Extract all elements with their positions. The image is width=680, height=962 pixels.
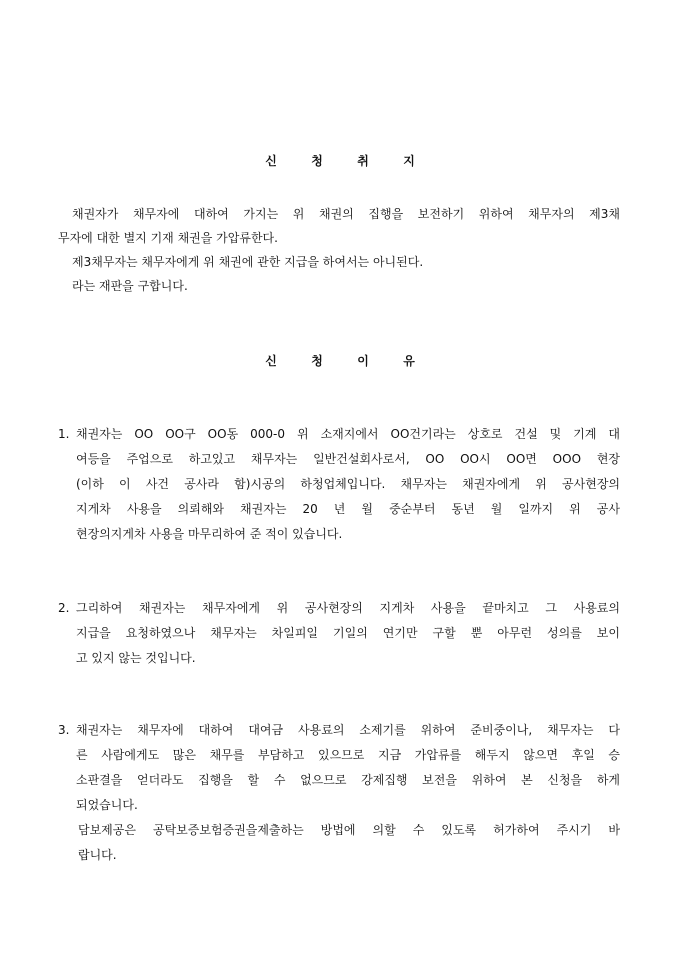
title-char: 유 (403, 354, 415, 368)
title-char: 신 (265, 154, 277, 168)
reason-line: 채권자는 OO OO구 OO동 000-0 위 소재지에서 OO건기라는 상호로 건설 및 기계 대 (76, 427, 620, 441)
purpose-line: 무자에 대한 별지 기재 채권을 가압류한다. (58, 231, 278, 245)
title-char: 청 (311, 154, 323, 168)
title-char: 취 (357, 154, 369, 168)
title-char: 신 (265, 354, 277, 368)
item-number: 1. (58, 427, 70, 441)
reason-line: 여등을 주업으로 하고있고 채무자는 일반건설회사로서, OO OO시 OO면 OOO 현장 (76, 452, 620, 466)
reason-line: 담보제공은 공탁보증보험증권을제출하는 방법에 의할 수 있도록 허가하여 주시기 바 (78, 823, 620, 837)
item-number: 3. (58, 723, 70, 737)
reason-line: 소판결을 얻더라도 집행을 할 수 없으므로 강제집행 보전을 위하여 본 신청을 하게 (76, 773, 620, 787)
purpose-line: 제3채무자는 채무자에게 위 채권에 관한 지급을 하여서는 아니된다. (72, 255, 424, 269)
title-char: 청 (311, 354, 323, 368)
reason-line: 채권자는 채무자에 대하여 대여금 사용료의 소제기를 위하여 준비중이나, 채무자는 다 (76, 723, 620, 737)
reason-line: 고 있지 않는 것입니다. (76, 651, 196, 665)
purpose-line: 채권자가 채무자에 대하여 가지는 위 채권의 집행을 보전하기 위하여 채무자의 제3채 (72, 207, 620, 221)
reason-line: 지급을 요청하였으나 채무자는 차일피일 기일의 연기만 구할 뿐 아무런 성의를 보이 (76, 626, 620, 640)
reason-line: (이하 이 사건 공사라 함)시공의 하청업체입니다. 채무자는 채권자에게 위 공사현장의 (76, 477, 620, 491)
reason-line: 되었습니다. (76, 798, 138, 812)
section-title-application-reason (0, 352, 680, 369)
reason-line: 랍니다. (78, 848, 117, 862)
title-char: 지 (403, 154, 415, 168)
reason-line: 른 사람에게도 많은 채무를 부담하고 있으므로 지금 가압류를 해두지 않으면 후일 승 (76, 748, 620, 762)
title-char: 이 (357, 354, 369, 368)
section-title-application-purpose (0, 152, 680, 169)
reason-line: 현장의지게차 사용을 마무리하여 준 적이 있습니다. (76, 527, 343, 541)
purpose-line: 라는 재판을 구합니다. (72, 279, 188, 293)
reason-line: 그리하여 채권자는 채무자에게 위 공사현장의 지게차 사용을 끝마치고 그 사용료의 (76, 601, 620, 615)
item-number: 2. (58, 601, 70, 615)
reason-line: 지게차 사용을 의뢰해와 채권자는 20 년 월 중순부터 동년 월 일까지 위 공사 (76, 502, 620, 516)
